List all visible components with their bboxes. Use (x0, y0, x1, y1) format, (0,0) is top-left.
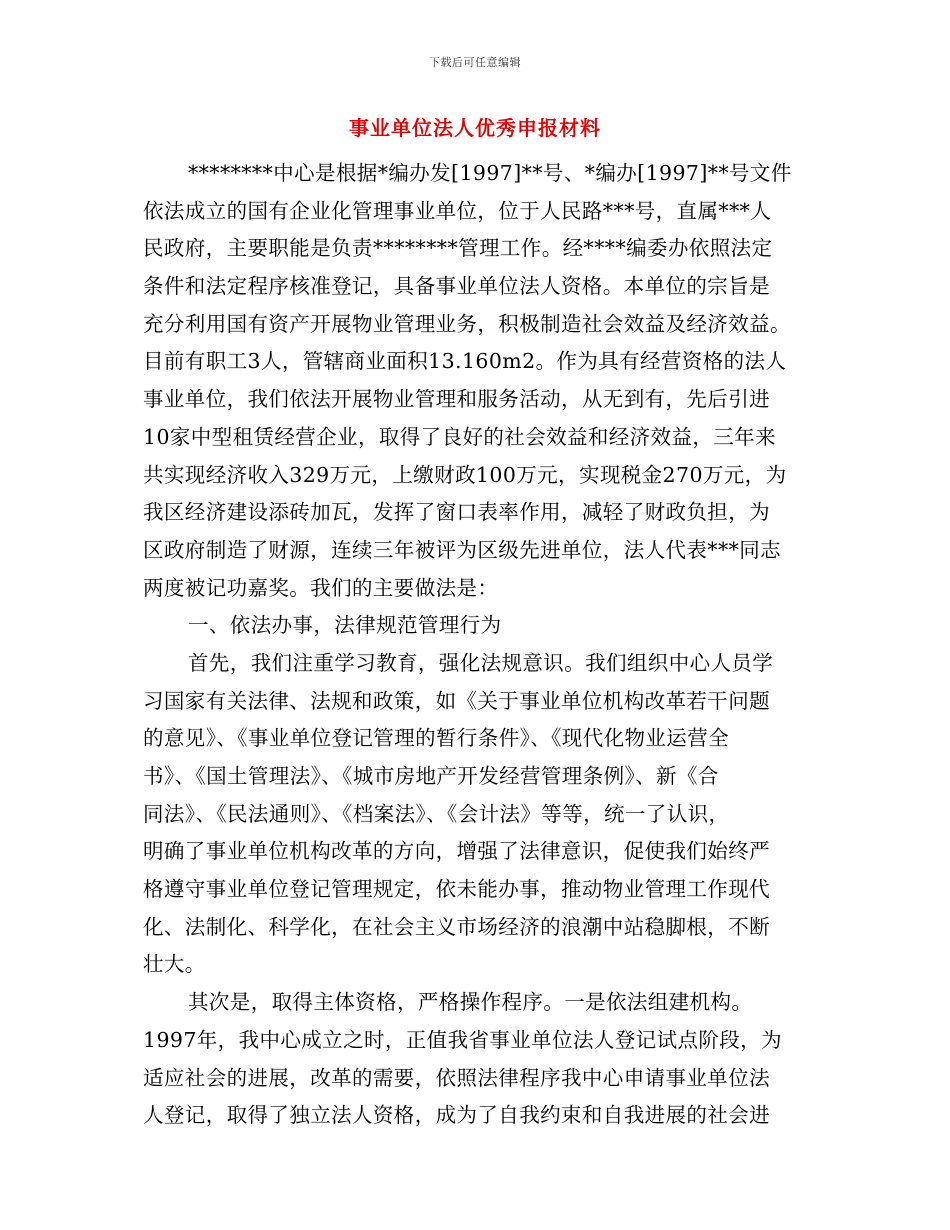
body-line: 条件和法定程序核准登记，具备事业单位法人资格。本单位的宗旨是 (143, 274, 770, 299)
body-line: 其次是，取得主体资格，严格操作程序。一是依法组建机构。 (188, 990, 753, 1015)
document-body (143, 155, 813, 1135)
body-line: 依法成立的国有企业化管理事业单位，位于人民路***号，直属***人 (143, 198, 772, 223)
body-line: 目前有职工3人，管辖商业面积13.160m2。作为具有经营资格的法人 (143, 349, 787, 374)
body-line: ********中心是根据*编办发[1997]**号、*编办[1997]**号文件 (188, 161, 792, 185)
document-title: 事业单位法人优秀申报材料 (349, 116, 601, 140)
body-line: 民政府，主要职能是负责********管理工作。经****编委办依照法定 (143, 236, 773, 261)
body-line: 的意见》、《事业单位登记管理的暂行条件》、《现代化物业运营全 (143, 726, 729, 751)
body-line: 适应社会的进展，改革的需要，依照法律程序我中心申请事业单位法 (143, 1065, 770, 1090)
header-note: 下载后可任意编辑 (429, 56, 521, 69)
body-line: 两度被记功嘉奖。我们的主要做法是： (143, 575, 499, 600)
body-line: 10家中型租赁经营企业，取得了良好的社会效益和经济效益，三年来 (143, 424, 776, 449)
body-line: 化、法制化、科学化，在社会主义市场经济的浪潮中站稳脚根，不断 (143, 914, 770, 939)
section-heading: 一、依法办事，法律规范管理行为 (188, 613, 502, 638)
body-line: 充分利用国有资产开展物业管理业务，积极制造社会效益及经济效益。 (143, 311, 791, 336)
body-line: 事业单位，我们依法开展物业管理和服务活动，从无到有，先后引进 (143, 387, 770, 412)
body-line: 同法》、《民法通则》、《档案法》、《会计法》等等，统一了认识， (143, 801, 730, 826)
body-line: 我区经济建设添砖加瓦，发挥了窗口表率作用，减轻了财政负担，为 (143, 500, 770, 525)
body-line: 共实现经济收入329万元，上缴财政100万元，实现税金270万元，为 (143, 462, 787, 487)
body-line: 区政府制造了财源，连续三年被评为区级先进单位，法人代表***同志 (143, 537, 782, 562)
body-line: 书》、《国土管理法》、《城市房地产开发经营管理条例》、新《合 (143, 764, 719, 788)
body-line: 壮大。 (143, 952, 206, 977)
body-line: 首先，我们注重学习教育，强化法规意识。我们组织中心人员学 (188, 650, 774, 675)
body-line: 格遵守事业单位登记管理规定，依未能办事，推动物业管理工作现代 (143, 877, 770, 902)
body-line: 习国家有关法律、法规和政策，如《关于事业单位机构改革若干问题 (143, 688, 770, 713)
body-line: 明确了事业单位机构改革的方向，增强了法律意识，促使我们始终严 (143, 839, 770, 864)
body-line: 1997年，我中心成立之时，正值我省事业单位法人登记试点阶段，为 (143, 1027, 782, 1052)
body-line: 人登记，取得了独立法人资格，成为了自我约束和自我进展的社会进 (143, 1103, 770, 1128)
